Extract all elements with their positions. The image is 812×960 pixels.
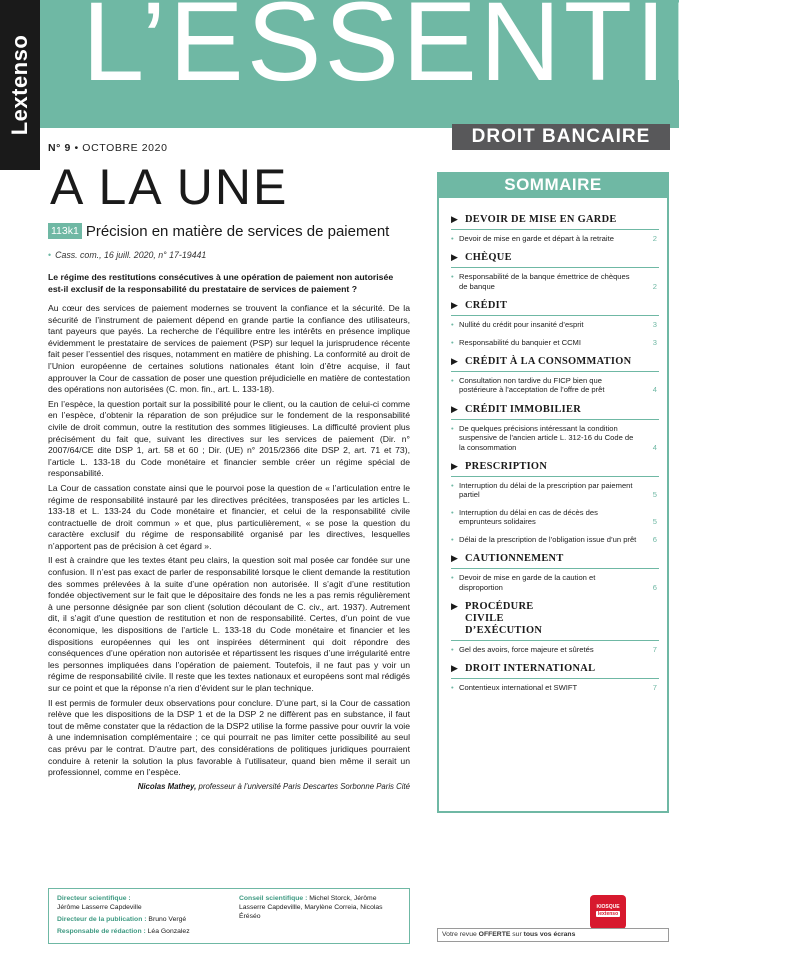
toc-section[interactable] (451, 300, 659, 312)
offer-text: Votre revue (442, 931, 477, 938)
issue-number: N° 9 (48, 142, 71, 154)
bullet-icon: • (451, 272, 454, 282)
toc-section[interactable] (451, 601, 571, 637)
article-heading (48, 222, 410, 241)
article-reference (48, 250, 410, 260)
triangle-right-icon: ▶ (451, 601, 459, 612)
bullet-icon: • (451, 337, 454, 347)
toc-page-number: 4 (652, 442, 657, 452)
reference-text: Cass. com., 16 juill. 2020, n° 17-19441 (55, 250, 207, 260)
triangle-right-icon: ▶ (451, 253, 459, 264)
credit-value: Michel Storck, Jérôme Lasserre Capdevillle, Marylène Correia, Nicolas Éréséo (239, 895, 383, 920)
toc-section[interactable] (451, 663, 659, 675)
credit-label: Directeur de la publication : (57, 916, 147, 923)
toc-item-text: Interruption du délai en cas de décès des emprunteurs solidaires (459, 507, 598, 527)
toc-item-text: Responsabilité de la banque émettrice de chèques de banque (459, 272, 630, 291)
toc-section[interactable] (451, 553, 659, 565)
divider (451, 267, 659, 268)
triangle-right-icon: ▶ (451, 664, 459, 675)
triangle-right-icon: ▶ (451, 404, 459, 415)
toc-page-number: 3 (652, 320, 657, 330)
divider (451, 568, 659, 569)
divider (451, 476, 659, 477)
bullet-icon: • (451, 234, 454, 243)
masthead-subtitle: DROIT BANCAIRE (452, 124, 670, 150)
toc-section-title: CRÉDIT IMMOBILIER (465, 403, 582, 415)
offer-banner[interactable] (437, 928, 669, 942)
bullet-icon: • (451, 644, 454, 654)
toc-item[interactable] (451, 424, 659, 452)
article-paragraph: Il est à craindre que les textes étant peu clairs, la question soit mal posée car fondée sur une confusion. Il n’est pas exact de parler de responsabilité lorsque le client demande la restitution des sommes prélevées à la suite d’une opération non autorisée. Il s’agit d’une restitution fondée objectivement sur le fait que le dépositaire des fonds ne les a pas remis régulièrement à une personne désignée par son client (solution découlant de C. civ., art. 1937). Autrement dit, il s’agit d’une question de restitution et non de responsabilité. Certes, d’un point de vue économique, les dispositions de l’article L. 133-18 du Code monétaire et financier et les dispositions européennes qui les ont inspirées déterminent qui doit répondre des conséquences d’une opération non autorisée et répartissent les risques d’une irrégularité entre les personnes impliquées dans l’opération de paiement. Toutefois, il ne faut pas y voir un régime de responsabilité civile. Il reste que les textes nationaux et européens sont mal rédigés sur ce point et que la réponse n’a rien d’évident sur le plan technique. (48, 555, 410, 693)
toc-item-text: Délai de la prescription de l’obligation issue d’un prêt (459, 534, 637, 544)
credits-column-right (239, 894, 404, 921)
toc-section-title: CRÉDIT (465, 300, 508, 312)
sommaire-box (437, 198, 669, 813)
triangle-right-icon: ▶ (451, 462, 459, 473)
offer-highlight: tous vos écrans (523, 931, 576, 938)
author-role: professeur à l’université Paris Descartes Sorbonne Paris Cité (198, 781, 410, 791)
toc-page-number: 5 (652, 490, 657, 500)
toc-section[interactable] (451, 404, 659, 416)
triangle-right-icon: ▶ (451, 357, 459, 368)
bullet-icon: • (451, 481, 454, 491)
issue-line (48, 142, 168, 154)
divider (451, 371, 659, 372)
kiosque-label: KIOSQUE (596, 904, 620, 910)
divider (451, 678, 659, 679)
issue-date: OCTOBRE 2020 (82, 142, 168, 154)
credit-value: Jérôme Lasserre Capdeville (57, 904, 142, 911)
toc-item-text: Contentieux international et SWIFT (459, 683, 578, 693)
article-paragraph: La Cour de cassation constate ainsi que le pourvoi pose la question de « l’articulation entre le régime de responsabilité instauré par les directives précitées, transposées par les articles L. 133-18 et L. 133-24 du Code monétaire et financier, et celui de la responsabilité civile contractuelle de droit commun » et que, plus particulièrement, « se pose la question du caractère exclusif du régime de responsabilité organisé par les directives, lesquelles n’apportent pas de précision à cet égard ». (48, 482, 410, 551)
article-code-badge: 113k1 (48, 223, 82, 239)
toc-item-text: Responsabilité du banquier et CCMI (459, 337, 581, 347)
credit-label: Directeur scientifique : (57, 895, 131, 902)
toc-section-title: DROIT INTERNATIONAL (465, 663, 596, 675)
section-title: A LA UNE (50, 159, 289, 215)
bullet-icon: • (48, 250, 52, 260)
bullet-icon: • (451, 423, 454, 433)
toc-item[interactable] (451, 535, 659, 544)
kiosque-badge[interactable] (590, 895, 626, 929)
toc-item-text: Devoir de mise en garde de la caution et disproportion (459, 573, 596, 592)
article-paragraph: Il est permis de formuler deux observations pour conclure. D’une part, si la Cour de cassation relève que les dispositions de la DSP 1 et de la DSP 2 ne diffèrent pas en substance, il faut tout de même constater que la rédaction de la DSP2 utilise la forme passive pour ouvrir la voie à une indemnisation complémentaire ; ce qui pourrait ne pas limiter cette possibilité au seul cas prévu par le contrat. D’autre part, des considérations de politiques juridiques pourraient conduire à retenir la solution la plus favorable à l’utilisateur, quand bien même il serait un professionnel, comme en l’espèce. (48, 697, 410, 778)
toc-section-title: PROCÉDURE CIVILE D’EXÉCUTION (465, 600, 543, 636)
toc-item[interactable] (451, 272, 659, 291)
brand-logo-text: Lextenso (7, 34, 32, 136)
toc-item[interactable] (451, 683, 659, 692)
toc-item[interactable] (451, 508, 659, 527)
divider (451, 640, 659, 641)
toc-page-number: 2 (652, 281, 657, 291)
toc-page-number: 5 (652, 517, 657, 527)
article-signature (48, 782, 410, 791)
sommaire-title: SOMMAIRE (437, 172, 669, 198)
toc-item-text: Nullité du crédit pour insanité d’esprit (459, 320, 584, 330)
credits-box (48, 888, 410, 944)
masthead-band (40, 0, 812, 128)
toc-section-title: CRÉDIT À LA CONSOMMATION (465, 356, 632, 368)
toc-page-number: 7 (652, 644, 657, 654)
toc-page-number: 6 (652, 582, 657, 592)
bullet-icon: • (451, 683, 454, 693)
toc-item-text: Gel des avoirs, force majeure et sûretés (459, 644, 594, 654)
toc-item[interactable] (451, 320, 659, 329)
triangle-right-icon: ▶ (451, 215, 459, 225)
article-title: Précision en matière de services de paiement (85, 223, 390, 240)
toc-section-title: CAUTIONNEMENT (465, 553, 564, 565)
article-paragraph: En l’espèce, la question portait sur la possibilité pour le client, ou la caution de celui-ci comme en l’espèce, d’obtenir la réparation de son préjudice sur le fondement de la responsabilité civile de droit commun, outre la restitution des sommes litigieuses. La difficulté provient plus précisément du fait que, suivant les directives sur les services de paiement (Dir. n° 2007/64/CE dite DSP 1, art. 58 et 60 ; Dir. (UE) n° 2015/2366 dite DSP 2, art. 71 et 73), l’article L. 133-18 du Code monétaire et financier semble créer un régime spécial de responsabilité. (48, 398, 410, 479)
divider (451, 315, 659, 316)
main-article (48, 222, 410, 791)
article-paragraph: Au cœur des services de paiement modernes se trouvent la confiance et la sécurité. De la sécurité de l’instrument de paiement dépend en grande partie la confiance des utilisateurs, tant payeurs que payés. La recherche de l’équilibre entre les intérêts en présence implique évidemment le prestataire de services de paiement (PSP) sur lequel la jurisprudence récente fait peser l’essentiel des risques, notamment en matière de phishing. La conformité au droit de l’Union européenne de certaines solutions nationales étant loin d’être acquise, il faut approuver la Cour de cassation de poser une question préjudicielle en matière de contestation des opérations non autorisées (C. mon. fin., art. L. 133-18). (48, 303, 410, 395)
credits-column-left (57, 894, 227, 936)
article-lead: Le régime des restitutions consécutives à une opération de paiement non autorisée est-il exclusif de la responsabilité du prestataire de services de paiement ? (48, 272, 394, 294)
toc-page-number: 4 (652, 385, 657, 395)
toc-item-text: De quelques précisions intéressant la condition suspensive de l’ancien article L. 312-16 du Code de la consommation (459, 423, 634, 452)
toc-item[interactable] (451, 481, 659, 500)
triangle-right-icon: ▶ (451, 554, 459, 565)
toc-page-number: 7 (652, 683, 657, 693)
offer-text: sur (512, 931, 522, 938)
credit-value: Léa Gonzalez (147, 928, 190, 935)
toc-section[interactable] (451, 252, 659, 264)
masthead-title: L’ESSENTIEL (82, 0, 812, 104)
bullet-icon: • (451, 573, 454, 583)
credit-value: Bruno Vergé (148, 916, 187, 923)
triangle-right-icon: ▶ (451, 301, 459, 312)
toc-item[interactable] (451, 376, 659, 395)
kiosque-brand: lextenso (597, 911, 619, 917)
toc-section-title: DEVOIR DE MISE EN GARDE (465, 214, 617, 225)
toc-item[interactable] (451, 645, 659, 654)
toc-section[interactable] (451, 214, 659, 226)
toc-page-number: 2 (652, 234, 657, 243)
issue-separator: • (74, 142, 79, 154)
toc-section[interactable] (451, 461, 659, 473)
brand-sidebar (0, 0, 40, 170)
toc-item[interactable] (451, 573, 659, 592)
bullet-icon: • (451, 376, 454, 386)
divider (451, 229, 659, 230)
toc-section[interactable] (451, 356, 659, 368)
toc-section-title: PRESCRIPTION (465, 461, 548, 473)
credit-label: Responsable de rédaction : (57, 928, 146, 935)
bullet-icon: • (451, 320, 454, 330)
offer-highlight: OFFERTE (478, 931, 511, 938)
toc-item[interactable] (451, 338, 659, 347)
toc-item-text: Devoir de mise en garde et départ à la retraite (459, 234, 614, 243)
toc-item[interactable] (451, 234, 659, 243)
toc-page-number: 6 (652, 534, 657, 544)
toc-item-text: Interruption du délai de la prescription par paiement partiel (459, 481, 633, 500)
toc-item-text: Consultation non tardive du FICP bien que postérieure à l’acceptation de l’offre de prêt (459, 376, 605, 395)
bullet-icon: • (451, 507, 454, 517)
toc-page-number: 3 (652, 337, 657, 347)
divider (451, 419, 659, 420)
author-name: Nicolas Mathey, (137, 781, 197, 791)
bullet-icon: • (451, 534, 454, 544)
credit-label: Conseil scientifique : (239, 895, 308, 902)
toc-section-title: CHÈQUE (465, 252, 512, 264)
